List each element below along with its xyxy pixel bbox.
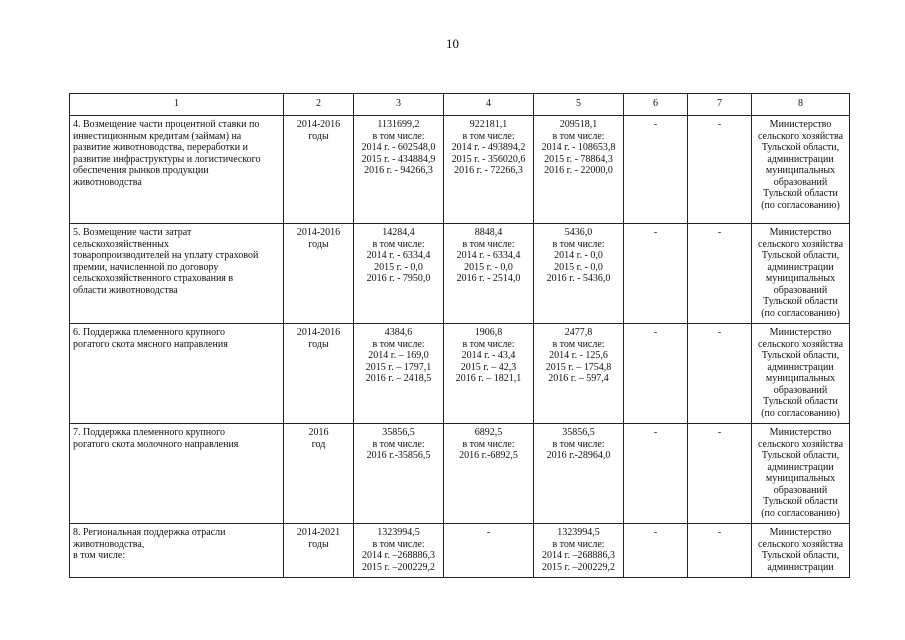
program-measures-table [69,93,850,578]
measure-text-line: товаропроизводителей на уплату страховой [73,250,259,261]
period-cell [284,324,354,424]
funding-line: 2016 г.-6892,5 [459,450,518,461]
funding-line: 2015 г. - 434884,9 [361,153,436,165]
funding-line: 2014 г. - 125,6 [549,350,608,361]
funding-regional-cell [534,524,624,578]
measure-text-line: премии, начисленной по договору [73,261,219,273]
funding-line: 2014 г. - 6334,4 [366,250,431,261]
executor-line: Тульской области, [761,450,840,461]
measure-text-line: сельскохозяйственного страхования в [73,273,234,284]
executor-line: Тульской области, [761,350,840,361]
measure-cell [70,324,284,424]
executor-line: Тульской области [763,188,838,199]
funding-line: 2014 г. - 43,4 [461,350,516,361]
measure-text-line: развитие инфраструктуры и логистического [73,153,261,165]
executor-line: сельского хозяйства [757,130,844,142]
column-header: 3 [354,94,444,116]
measure-text-line: 8. Региональная поддержка отрасли [73,527,226,538]
executor-line: муниципальных [765,273,836,284]
executor-line: Тульской области [763,396,838,407]
funding-line: 2015 г. - 0,0 [554,261,603,273]
funding-total-cell [354,116,444,224]
funding-regional-cell [534,224,624,324]
column-header: 1 [70,94,284,116]
executor-line: сельского хозяйства [757,538,844,550]
executor-line: (по согласованию) [761,507,840,519]
funding-line: 2016 г. – 1821,1 [455,373,522,384]
executor-line: Министерство [769,119,832,130]
funding-total-cell [354,524,444,578]
measure-text-line: 6. Поддержка племенного крупного [73,327,225,338]
funding-line: в том числе: [372,238,425,250]
funding-line: 2014 г. - 108653,8 [541,142,616,153]
executor-cell [752,116,850,224]
funding-line: 2477,8 [564,327,593,338]
funding-line: 8848,4 [474,227,503,238]
table-row [70,116,850,224]
period-line: годы [308,538,329,550]
column-header: 6 [624,94,688,116]
column-header: 7 [688,94,752,116]
executor-line: сельского хозяйства [757,438,844,450]
executor-line: Министерство [769,227,832,238]
funding-line: в том числе: [372,130,425,142]
executor-line: администрации [767,561,834,573]
funding-total-cell [354,224,444,324]
period-line: годы [308,238,329,250]
measure-text-line: в том числе: [73,550,126,561]
measure-text-line: области животноводства [73,284,178,296]
table-header-row [70,94,850,116]
executor-line: Тульской области [763,296,838,307]
funding-regional-cell [534,116,624,224]
column-7-cell: - [688,424,752,524]
funding-line: 2015 г. - 0,0 [464,261,513,273]
period-line: годы [308,130,329,142]
column-6-cell: - [624,116,688,224]
measure-text-line: инвестиционным кредитам (займам) на [73,130,242,142]
funding-line: 209518,1 [559,119,598,130]
column-header: 8 [752,94,850,116]
column-6-cell: - [624,224,688,324]
funding-line: в том числе: [462,130,515,142]
table-row [70,424,850,524]
funding-line: 2014 г. –268886,3 [542,550,615,561]
table-row [70,524,850,578]
executor-line: сельского хозяйства [757,238,844,250]
executor-cell [752,424,850,524]
column-6-cell: - [624,424,688,524]
funding-line: 922181,1 [469,119,508,130]
column-6-cell: - [624,524,688,578]
executor-line: Тульской области, [761,250,840,261]
period-cell [284,424,354,524]
funding-line: 2015 г. - 0,0 [374,261,423,273]
funding-line: 2016 г. – 597,4 [548,373,609,384]
funding-line: 2014 г. – 169,0 [368,350,429,361]
measure-text-line: сельскохозяйственных [73,238,169,250]
measure-text-line: обеспечения рынков продукции [73,165,209,176]
funding-line: 2016 г. – 2418,5 [365,373,432,384]
executor-line: администрации [767,361,834,373]
funding-line: 2014 г. - 602548,0 [361,142,436,153]
funding-line: 1323994,5 [557,527,600,538]
funding-line: 2015 г. –200229,2 [542,561,615,573]
funding-line: 2016 г. - 5436,0 [546,273,611,284]
funding-line: 2016 г. - 72266,3 [454,165,523,176]
measure-cell [70,224,284,324]
period-line: 2014-2016 [296,327,341,338]
funding-line: 5436,0 [564,227,593,238]
funding-line: 2014 г. - 6334,4 [456,250,521,261]
funding-line: 2016 г.-35856,5 [366,450,431,461]
executor-cell [752,524,850,578]
funding-federal-cell [444,424,534,524]
column-header: 2 [284,94,354,116]
executor-line: администрации [767,153,834,165]
funding-line: 2015 г. –200229,2 [362,561,435,573]
funding-line: 2015 г. – 1797,1 [365,361,432,373]
funding-line: 2015 г. – 42,3 [460,361,517,373]
funding-line: в том числе: [372,338,425,350]
funding-total-cell [354,324,444,424]
executor-line: Тульской области [763,496,838,507]
executor-line: муниципальных [765,373,836,384]
executor-line: образований [773,284,828,296]
measure-text-line: рогатого скота молочного направления [73,438,239,450]
executor-cell [752,324,850,424]
measure-text-line: животноводства, [73,538,145,550]
funding-federal-cell [444,224,534,324]
column-6-cell: - [624,324,688,424]
executor-line: образований [773,176,828,188]
column-7-cell: - [688,324,752,424]
funding-line: 2016 г. - 2514,0 [456,273,521,284]
funding-line: в том числе: [462,238,515,250]
funding-line: 2016 г.-28964,0 [546,450,611,461]
funding-line: 1323994,5 [377,527,420,538]
funding-federal-cell [444,116,534,224]
table-row [70,224,850,324]
funding-regional-cell [534,424,624,524]
funding-line: в том числе: [372,438,425,450]
funding-line: в том числе: [552,538,605,550]
funding-line: в том числе: [552,438,605,450]
executor-line: муниципальных [765,473,836,484]
funding-federal-cell [444,524,534,578]
executor-line: образований [773,484,828,496]
executor-line: Министерство [769,327,832,338]
funding-line: в том числе: [462,438,515,450]
funding-line: в том числе: [552,130,605,142]
funding-line: в том числе: [462,338,515,350]
measure-text-line: животноводства [73,176,142,188]
funding-line: 2016 г. - 94266,3 [364,165,433,176]
funding-line: 2014 г. –268886,3 [362,550,435,561]
funding-line: 1131699,2 [377,119,420,130]
funding-total-cell [354,424,444,524]
period-line: 2014-2021 [296,527,341,538]
measure-cell [70,424,284,524]
funding-line: 2014 г. - 493894,2 [451,142,526,153]
funding-line: в том числе: [372,538,425,550]
column-7-cell: - [688,116,752,224]
period-line: годы [308,338,329,350]
column-7-cell: - [688,224,752,324]
measure-text-line: 7. Поддержка племенного крупного [73,427,225,438]
funding-line: 2016 г. - 7950,0 [366,273,431,284]
period-line: 2014-2016 [296,227,341,238]
funding-line: 4384,6 [384,327,413,338]
table-row [70,324,850,424]
funding-federal-cell [444,324,534,424]
executor-line: администрации [767,461,834,473]
funding-line: 2015 г. - 356020,6 [451,153,526,165]
funding-line: 2016 г. - 22000,0 [544,165,613,176]
measure-text-line: развитие животноводства, переработки и [73,142,248,153]
funding-line: 35856,5 [562,427,595,438]
executor-line: (по согласованию) [761,407,840,419]
funding-line: 6892,5 [474,427,503,438]
period-cell [284,116,354,224]
funding-line: 14284,4 [382,227,415,238]
executor-cell [752,224,850,324]
executor-line: образований [773,384,828,396]
funding-regional-cell [534,324,624,424]
executor-line: Министерство [769,527,832,538]
funding-line: 1906,8 [474,327,503,338]
period-line: 2016 [308,427,329,438]
executor-line: (по согласованию) [761,199,840,211]
measure-text-line: 5. Возмещение части затрат [73,227,192,238]
period-line: год [311,438,326,450]
funding-line: 35856,5 [382,427,415,438]
funding-line: 2015 г. - 78864,3 [544,153,613,165]
executor-line: Министерство [769,427,832,438]
column-header: 5 [534,94,624,116]
funding-line: в том числе: [552,238,605,250]
measure-cell [70,116,284,224]
funding-line: 2014 г. - 0,0 [554,250,603,261]
executor-line: муниципальных [765,165,836,176]
period-cell [284,224,354,324]
executor-line: администрации [767,261,834,273]
executor-line: Тульской области, [761,550,840,561]
executor-line: Тульской области, [761,142,840,153]
funding-line: - [486,527,491,538]
measure-text-line: 4. Возмещение части процентной ставки по [73,119,260,130]
page-number: 10 [446,36,459,51]
period-line: 2014-2016 [296,119,341,130]
executor-line: (по согласованию) [761,307,840,319]
funding-line: в том числе: [552,338,605,350]
funding-line: 2015 г. – 1754,8 [545,361,612,373]
measure-text-line: рогатого скота мясного направления [73,338,228,350]
executor-line: сельского хозяйства [757,338,844,350]
measure-cell [70,524,284,578]
column-7-cell: - [688,524,752,578]
period-cell [284,524,354,578]
column-header: 4 [444,94,534,116]
